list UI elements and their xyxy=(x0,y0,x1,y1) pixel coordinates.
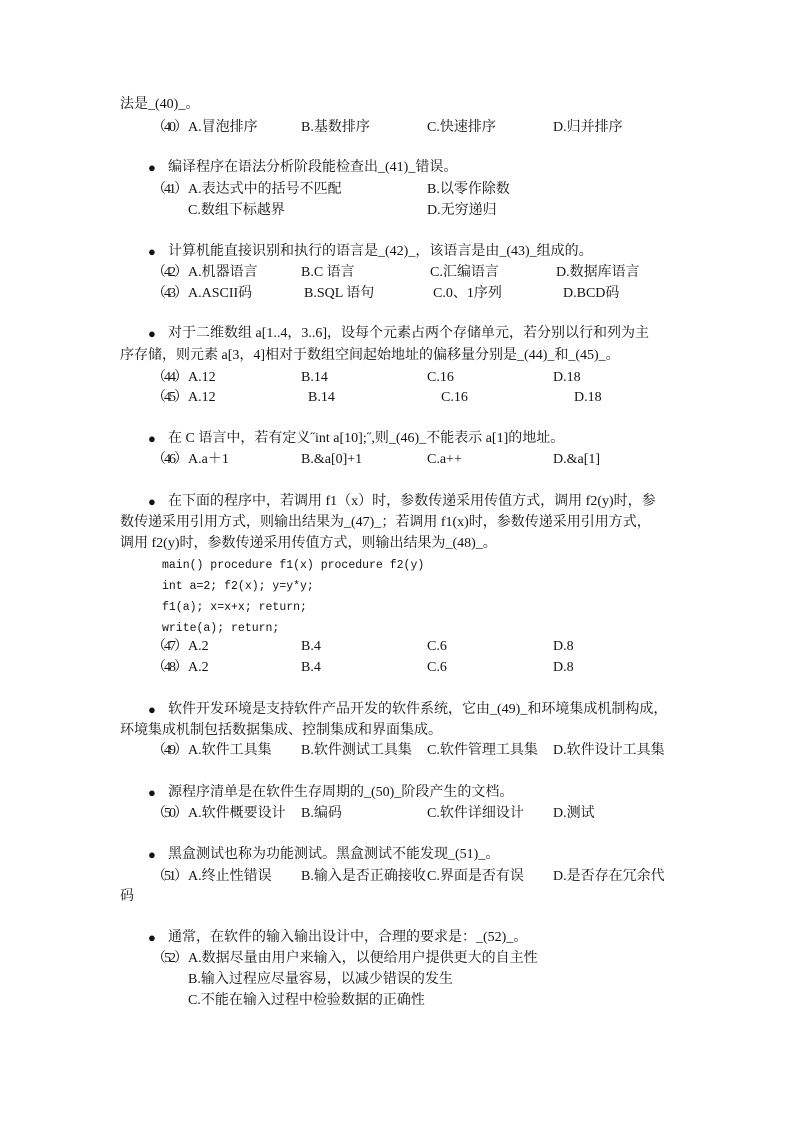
q50-options xyxy=(0,804,794,824)
q47-stem xyxy=(0,492,794,512)
q51-options xyxy=(0,867,794,887)
carryover-line xyxy=(0,95,794,115)
q43-option-a: A.ASCII码 xyxy=(188,286,253,301)
q48-option-c: C.6 xyxy=(427,660,447,675)
q48-options xyxy=(0,658,794,678)
q44-bullet-icon: ● xyxy=(148,326,156,341)
code-text: main() procedure f1(x) procedure f2(y) xyxy=(162,559,425,572)
q51-option-b: B.输入是否正确接收 xyxy=(301,869,426,884)
q44-options xyxy=(0,368,794,388)
code-text: write(a); return; xyxy=(162,622,280,635)
q49-stem-continued xyxy=(0,721,794,741)
q50-option-a: A.软件概要设计 xyxy=(188,806,286,821)
q46-option-c: C.a++ xyxy=(427,452,462,467)
q40-options xyxy=(0,118,794,138)
q48-option-d: D.8 xyxy=(553,660,574,675)
q43-options xyxy=(0,284,794,304)
q50-option-b: B.编码 xyxy=(301,806,342,821)
q42-options xyxy=(0,263,794,283)
q41-options-row-2 xyxy=(0,201,794,221)
q48-number: （48） xyxy=(152,660,186,675)
q49-options xyxy=(0,741,794,761)
q44-option-a: A.12 xyxy=(188,370,216,385)
q47-number: （47） xyxy=(152,639,186,654)
q40-option-c: C.快速排序 xyxy=(427,120,496,135)
q52-option-a: A.数据尽量由用户来输入，以便给用户提供更大的自主性 xyxy=(188,951,538,966)
q45-options xyxy=(0,388,794,408)
q47-code-line-3 xyxy=(0,598,794,618)
q49-option-b: B.软件测试工具集 xyxy=(301,743,412,758)
q43-option-b: B.SQL 语句 xyxy=(304,286,375,301)
q44-option-b: B.14 xyxy=(301,370,328,385)
q46-option-a: A.a＋1 xyxy=(188,452,229,467)
q47-option-c: C.6 xyxy=(427,639,447,654)
q40-number: （40） xyxy=(152,120,186,135)
q41-option-c: C.数组下标越界 xyxy=(188,203,285,218)
q46-stem xyxy=(0,429,794,449)
q47-code-line-4 xyxy=(0,619,794,639)
q49-option-d: D.软件设计工具集 xyxy=(553,743,665,758)
q47-stem-line-2: 数传递采用引用方式，则输出结果为_(47)_；若调用 f1(x)时，参数传递采用引用方式， xyxy=(120,515,651,530)
q47-stem-continued-1 xyxy=(0,513,794,533)
q51-number: （51） xyxy=(152,869,186,884)
q40-option-d: D.归并排序 xyxy=(553,120,623,135)
q41-bullet-icon: ● xyxy=(148,160,156,175)
q43-number: （43） xyxy=(152,286,186,301)
q46-stem-line-1: 在 C 语言中，若有定义˝int a[10];˝,则_(46)_不能表示 a[1]的地址。 xyxy=(168,431,565,446)
q52-option-c: C.不能在输入过程中检验数据的正确性 xyxy=(188,993,425,1008)
q46-bullet-icon: ● xyxy=(148,431,156,446)
q52-stem xyxy=(0,928,794,948)
q52-option-row-b xyxy=(0,970,794,990)
q44-stem-continued xyxy=(0,346,794,366)
q41-option-b: B.以零作除数 xyxy=(427,182,510,197)
q43-option-d: D.BCD码 xyxy=(563,286,620,301)
q45-number: （45） xyxy=(152,390,186,405)
q47-code-line-1 xyxy=(0,556,794,576)
carryover-text: 法是_(40)_。 xyxy=(120,97,200,112)
q41-option-d: D.无穷递归 xyxy=(427,203,497,218)
q49-option-c: C.软件管理工具集 xyxy=(427,743,538,758)
q44-option-c: C.16 xyxy=(427,370,454,385)
q50-option-c: C.软件详细设计 xyxy=(427,806,524,821)
q51-option-d: D.是否存在冗余代 xyxy=(553,869,665,884)
q41-number: （41） xyxy=(152,182,186,197)
q42-option-b: B.C 语言 xyxy=(301,265,355,280)
q44-number: （44） xyxy=(152,370,186,385)
q49-stem-line-1: 软件开发环境是支持软件产品开发的软件系统，它由_(49)_和环境集成机制构成， xyxy=(168,702,668,717)
q51-stem xyxy=(0,845,794,865)
q42-stem-line-1: 计算机能直接识别和执行的语言是_(42)_，该语言是由_(43)_组成的。 xyxy=(168,244,593,259)
q49-number: （49） xyxy=(152,743,186,758)
q42-option-a: A.机器语言 xyxy=(188,265,258,280)
q46-option-d: D.&a[1] xyxy=(553,452,601,467)
q42-number: （42） xyxy=(152,265,186,280)
q46-option-b: B.&a[0]+1 xyxy=(301,452,363,467)
q48-option-a: A.2 xyxy=(188,660,209,675)
q51-bullet-icon: ● xyxy=(148,847,156,862)
q52-bullet-icon: ● xyxy=(148,930,156,945)
q52-number: （52） xyxy=(152,951,186,966)
q40-option-b: B.基数排序 xyxy=(301,120,370,135)
code-text: int a=2; f2(x); y=y*y; xyxy=(162,580,314,593)
q42-option-c: C.汇编语言 xyxy=(430,265,499,280)
q46-options xyxy=(0,450,794,470)
q42-bullet-icon: ● xyxy=(148,244,156,259)
q43-option-c: C.0、1序列 xyxy=(433,286,502,301)
q40-option-a: A.冒泡排序 xyxy=(188,120,258,135)
q49-stem-line-2: 环境集成机制包括数据集成、控制集成和界面集成。 xyxy=(120,723,442,738)
q50-number: （50） xyxy=(152,806,186,821)
q47-bullet-icon: ● xyxy=(148,494,156,509)
code-text: f1(a); x=x+x; return; xyxy=(162,601,307,614)
q46-number: （46） xyxy=(152,452,186,467)
q47-stem-line-3: 调用 f2(y)时，参数传递采用传值方式，则输出结果为_(48)_。 xyxy=(120,536,497,551)
q52-option-row-c xyxy=(0,991,794,1011)
q47-stem-line-1: 在下面的程序中，若调用 f1（x）时，参数传递采用传值方式，调用 f2(y)时，参 xyxy=(168,494,656,509)
q47-option-d: D.8 xyxy=(553,639,574,654)
q41-options-row-1 xyxy=(0,180,794,200)
q51-options-wrap xyxy=(0,887,794,907)
q47-code-line-2 xyxy=(0,577,794,597)
q44-option-d: D.18 xyxy=(553,370,581,385)
q45-option-b: B.14 xyxy=(308,390,335,405)
q47-options xyxy=(0,637,794,657)
q50-option-d: D.测试 xyxy=(553,806,595,821)
q50-bullet-icon: ● xyxy=(148,785,156,800)
q45-option-d: D.18 xyxy=(574,390,602,405)
q50-stem-line-1: 源程序清单是在软件生存周期的_(50)_阶段产生的文档。 xyxy=(168,785,514,800)
q49-bullet-icon: ● xyxy=(148,702,156,717)
q45-option-c: C.16 xyxy=(441,390,468,405)
q49-option-a: A.软件工具集 xyxy=(188,743,272,758)
q52-option-b: B.输入过程应尽量容易，以减少错误的发生 xyxy=(188,972,453,987)
q50-stem xyxy=(0,783,794,803)
q52-option-row-a xyxy=(0,949,794,969)
q52-stem-line-1: 通常，在软件的输入输出设计中，合理的要求是：_(52)_。 xyxy=(168,930,528,945)
q41-stem xyxy=(0,158,794,178)
q44-stem-line-2: 序存储，则元素 a[3，4]相对于数组空间起始地址的偏移量分别是_(44)_和_(45)_。 xyxy=(120,348,620,363)
q51-stem-line-1: 黑盒测试也称为功能测试。黑盒测试不能发现_(51)_。 xyxy=(168,847,500,862)
q44-stem xyxy=(0,324,794,344)
q45-option-a: A.12 xyxy=(188,390,216,405)
q51-option-c: C.界面是否有误 xyxy=(427,869,524,884)
q44-stem-line-1: 对于二维数组 a[1..4，3..6]，设每个元素占两个存储单元，若分别以行和列为主 xyxy=(168,326,650,341)
q41-option-a: A.表达式中的括号不匹配 xyxy=(188,182,342,197)
q47-stem-continued-2 xyxy=(0,534,794,554)
q49-stem xyxy=(0,700,794,720)
q47-option-b: B.4 xyxy=(301,639,321,654)
q42-option-d: D.数据库语言 xyxy=(556,265,640,280)
q51-option-a: A.终止性错误 xyxy=(188,869,272,884)
q42-stem xyxy=(0,242,794,262)
q51-option-d-wrap: 码 xyxy=(120,889,134,904)
q48-option-b: B.4 xyxy=(301,660,321,675)
q47-option-a: A.2 xyxy=(188,639,209,654)
q41-stem-line-1: 编译程序在语法分析阶段能检查出_(41)_错误。 xyxy=(168,160,458,175)
